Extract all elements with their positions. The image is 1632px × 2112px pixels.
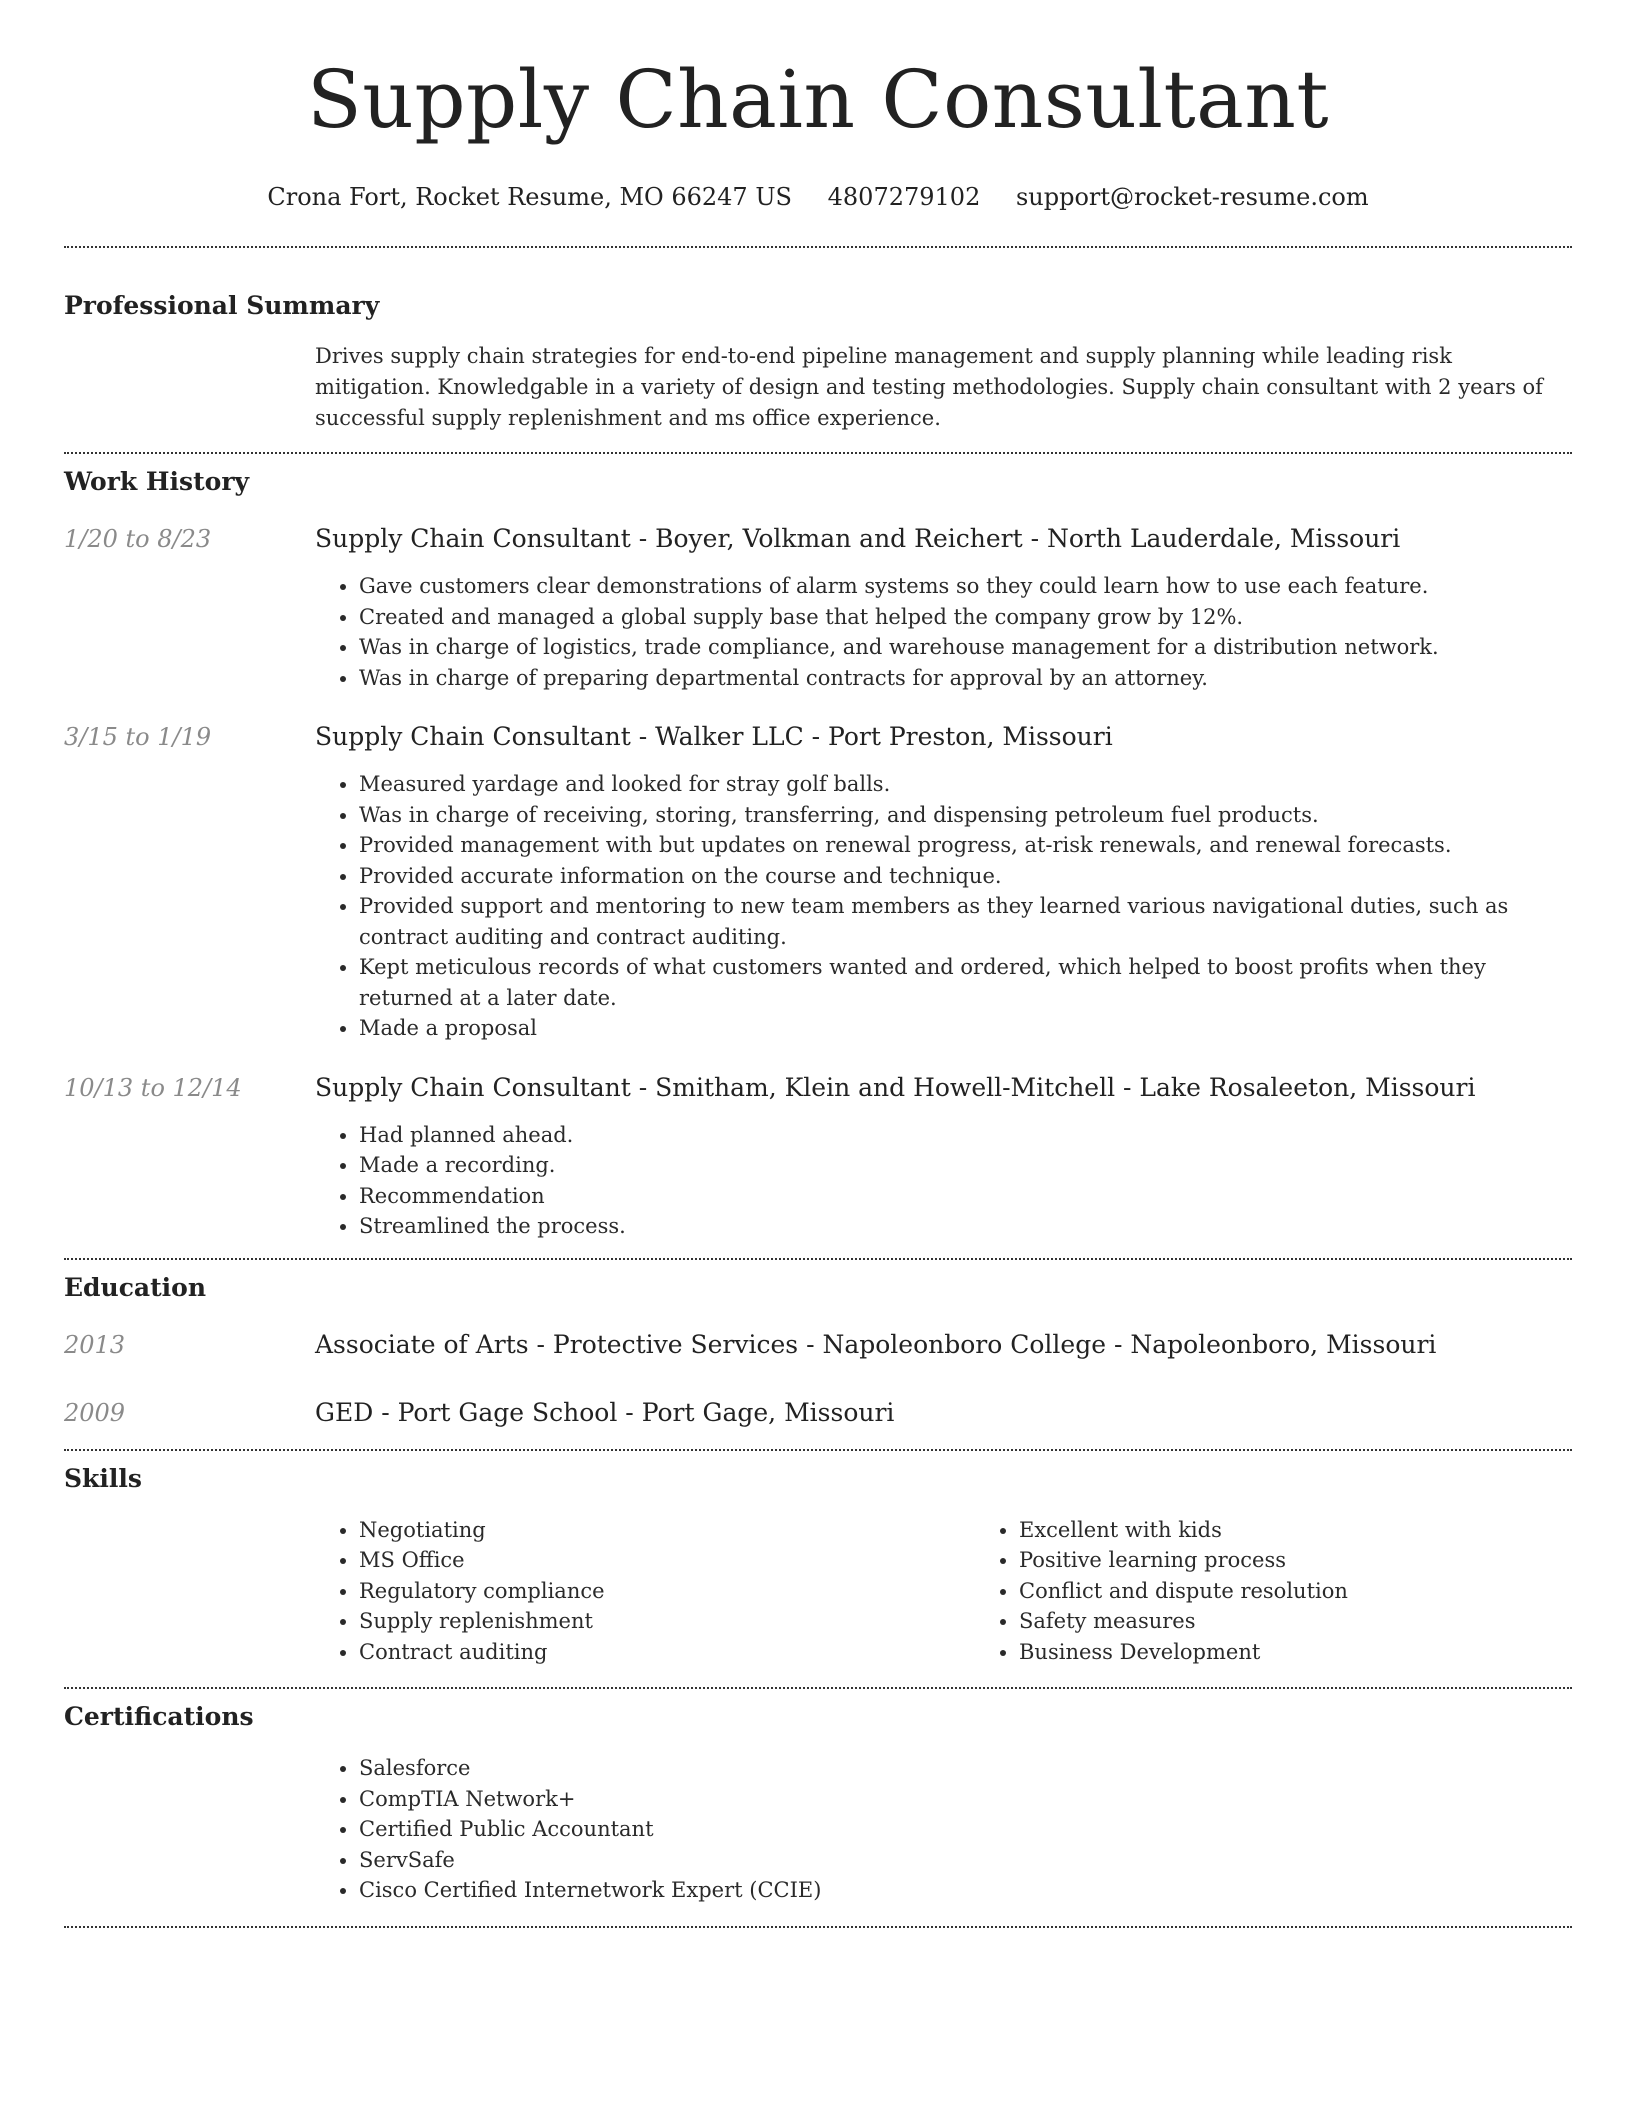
education-year: 2009 (64, 1398, 126, 1427)
education-entry (64, 1397, 1572, 1429)
section-divider (64, 1926, 1572, 1928)
list-item: • Conflict and dispute resolution (1019, 1576, 1632, 1607)
list-item: • Positive learning process (1019, 1545, 1632, 1576)
section-divider (64, 452, 1572, 454)
job-heading: Supply Chain Consultant - Walker LLC - Port Preston, Missouri (315, 722, 1113, 751)
certifications-list (315, 1753, 1572, 1906)
list-item: • Made a proposal (359, 1013, 1572, 1044)
list-item: • CompTIA Network+ (359, 1784, 1572, 1815)
contact-address: Crona Fort, Rocket Resume, MO 66247 US (267, 183, 792, 211)
job-dates: 1/20 to 8/23 (64, 525, 212, 553)
contact-phone: 4807279102 (827, 183, 981, 211)
summary-text: Drives supply chain strategies for end-to-end pipeline management and supply planning while leading risk mitigation. Knowledgable in a variety of design and testing methodologies. Supply chain consultant with 2 years of successful supply replenishment and ms office experience. (315, 344, 1543, 430)
section-divider (64, 1449, 1572, 1451)
section-title-certifications: Certifications (64, 1702, 254, 1731)
job-entry (64, 721, 1572, 1044)
list-item: • Recommendation (359, 1181, 1572, 1212)
skills-list-right (975, 1515, 1632, 1668)
list-item: • Certified Public Accountant (359, 1814, 1572, 1845)
list-item: • Business Development (1019, 1637, 1632, 1668)
job-entry (64, 1072, 1572, 1242)
list-item: • Supply replenishment (359, 1606, 975, 1637)
list-item: • Created and managed a global supply base that helped the company grow by 12%. (359, 602, 1572, 633)
job-heading: Supply Chain Consultant - Smitham, Klein and Howell-Mitchell - Lake Rosaleeton, Missouri (315, 1072, 1476, 1102)
list-item: • Provided accurate information on the course and technique. (359, 861, 1572, 892)
list-item: • Was in charge of preparing departmental contracts for approval by an attorney. (359, 663, 1572, 694)
list-item: • Safety measures (1019, 1606, 1632, 1637)
education-degree: Associate of Arts - Protective Services - Napoleonboro College - Napoleonboro, Missouri (315, 1329, 1437, 1359)
list-item: • Was in charge of receiving, storing, transferring, and dispensing petroleum fuel products. (359, 800, 1572, 831)
job-entry (64, 523, 1572, 693)
section-title-work-history: Work History (64, 467, 250, 496)
list-item: • Was in charge of logistics, trade compliance, and warehouse management for a distribution network. (359, 632, 1572, 663)
job-bullets (315, 769, 1572, 1044)
list-item: • Regulatory compliance (359, 1576, 975, 1607)
section-title-skills: Skills (64, 1463, 142, 1493)
education-degree: GED - Port Gage School - Port Gage, Missouri (315, 1397, 895, 1427)
section-divider (64, 1687, 1572, 1689)
list-item: • Excellent with kids (1019, 1515, 1632, 1546)
list-item: • Provided management with but updates on renewal progress, at-risk renewals, and renewal forecasts. (359, 830, 1572, 861)
job-dates: 3/15 to 1/19 (64, 723, 212, 751)
list-item: • Cisco Certified Internetwork Expert (CCIE) (359, 1875, 1572, 1906)
work-history-section (64, 466, 1572, 1242)
job-heading: Supply Chain Consultant - Boyer, Volkman and Reichert - North Lauderdale, Missouri (315, 524, 1401, 553)
list-item: • Provided support and mentoring to new team members as they learned various navigational duties, such as contract auditing and contract auditing. (359, 891, 1572, 952)
skills-section (64, 1463, 1572, 1668)
job-dates: 10/13 to 12/14 (64, 1073, 242, 1102)
section-divider (64, 1258, 1572, 1260)
list-item: • MS Office (359, 1545, 975, 1576)
section-divider (64, 246, 1572, 248)
education-entry (64, 1329, 1572, 1361)
list-item: • Gave customers clear demonstrations of alarm systems so they could learn how to use each feature. (359, 571, 1572, 602)
certifications-section (64, 1701, 1572, 1906)
section-title-summary: Professional Summary (64, 291, 380, 320)
summary-section (64, 290, 1572, 434)
list-item: • Contract auditing (359, 1637, 975, 1668)
section-title-education: Education (64, 1272, 207, 1302)
resume-page (64, 0, 1572, 1928)
education-section (64, 1272, 1572, 1429)
job-bullets (315, 1120, 1572, 1242)
contact-email: support@rocket-resume.com (1015, 183, 1369, 211)
list-item: • Made a recording. (359, 1150, 1572, 1181)
education-year: 2013 (64, 1330, 126, 1359)
list-item: • Streamlined the process. (359, 1211, 1572, 1242)
list-item: • Kept meticulous records of what customers wanted and ordered, which helped to boost profits when they returned at a later date. (359, 952, 1572, 1013)
list-item: • ServSafe (359, 1845, 1572, 1876)
contact-line (64, 182, 1572, 212)
list-item: • Negotiating (359, 1515, 975, 1546)
skills-list-left (315, 1515, 975, 1668)
list-item: • Measured yardage and looked for stray golf balls. (359, 769, 1572, 800)
resume-name: Supply Chain Consultant (306, 53, 1329, 146)
list-item: • Had planned ahead. (359, 1120, 1572, 1151)
job-bullets (315, 571, 1572, 693)
list-item: • Salesforce (359, 1753, 1572, 1784)
